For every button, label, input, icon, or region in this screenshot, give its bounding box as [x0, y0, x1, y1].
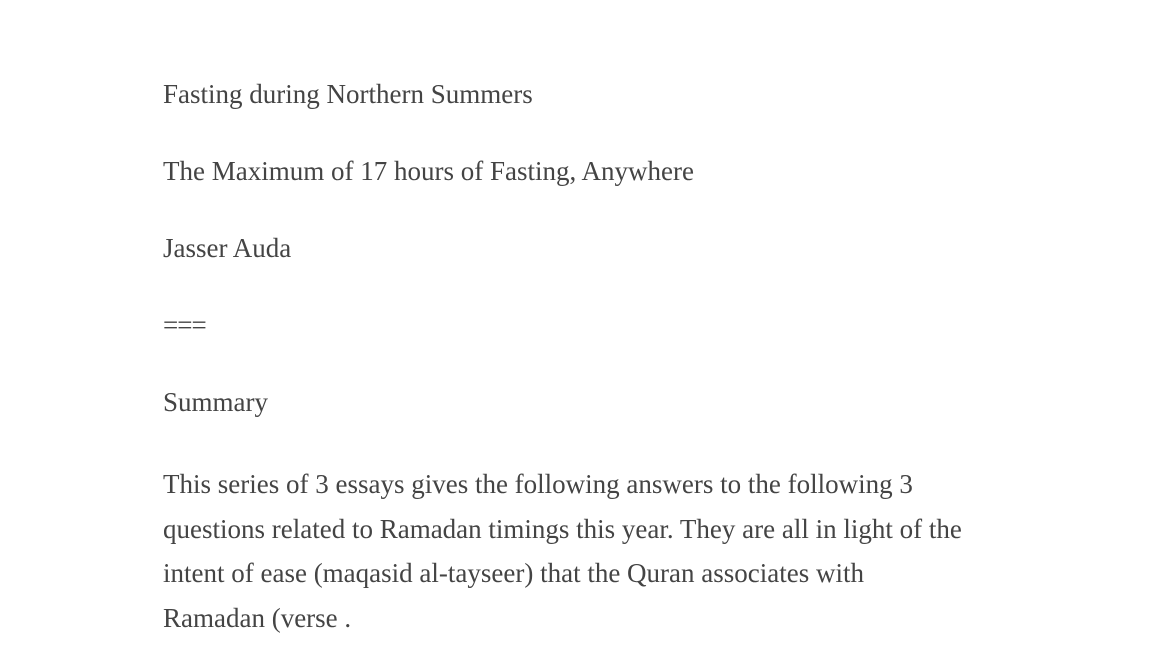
section-separator: === — [163, 310, 206, 340]
paragraph-line: This series of 3 essays gives the following answers to the following 3 — [163, 469, 913, 499]
summary-heading: Summary — [163, 387, 268, 417]
document-title: Fasting during Northern Summers — [163, 79, 533, 109]
paragraph-line: intent of ease (maqasid al-tayseer) that the Quran associates with — [163, 558, 864, 589]
paragraph-line: questions related to Ramadan timings this year. They are all in light of the — [163, 513, 962, 544]
summary-paragraph — [163, 462, 1003, 640]
paragraph-line: Ramadan (verse . — [163, 602, 352, 633]
author-name: Jasser Auda — [163, 233, 292, 263]
document-subtitle: The Maximum of 17 hours of Fasting, Anywhere — [163, 156, 694, 186]
